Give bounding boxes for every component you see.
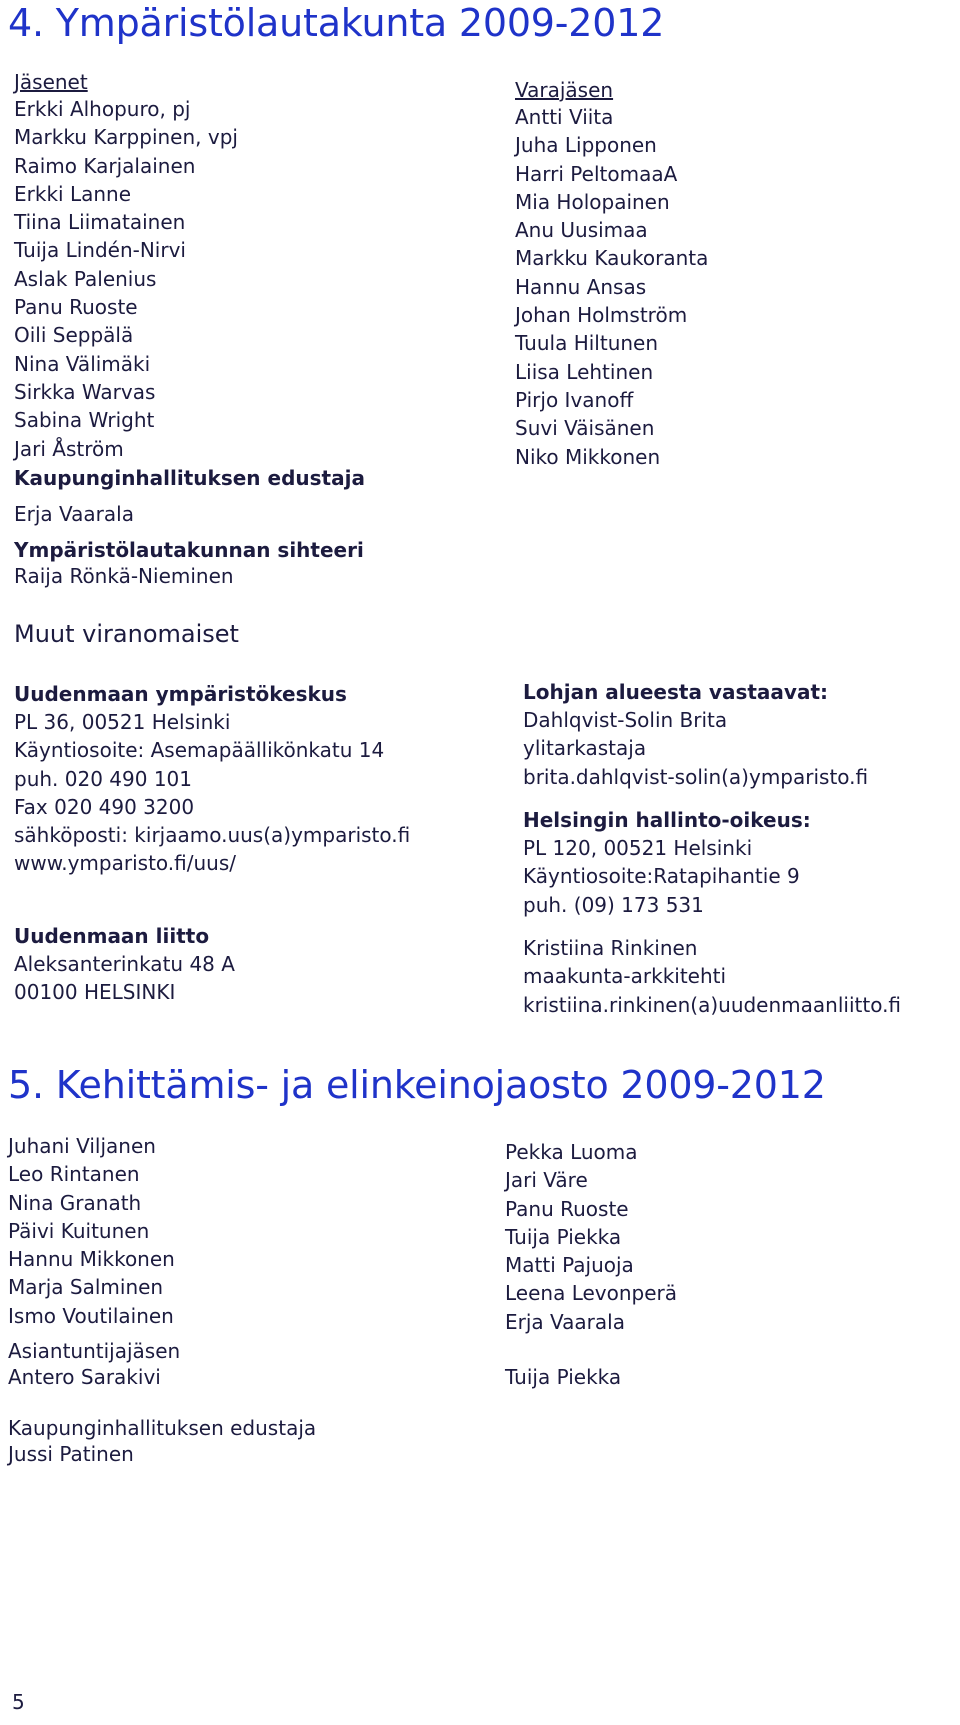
- list-item: Jari Åström: [14, 436, 124, 461]
- list-item: Oili Seppälä: [14, 323, 134, 348]
- list-item: Anu Uusimaa: [515, 218, 648, 243]
- deputies-list: [515, 103, 708, 471]
- list-item: Raimo Karjalainen: [14, 153, 196, 178]
- list-item: Tuija Piekka: [505, 1224, 622, 1249]
- list-item: Panu Ruoste: [14, 295, 138, 320]
- court-heading: Helsingin hallinto-oikeus:: [523, 808, 811, 832]
- list-item: Tiina Liimatainen: [14, 210, 186, 235]
- region-contact-lines: [523, 934, 901, 1019]
- list-item: maakunta-arkkitehti: [523, 964, 727, 989]
- region-contact-block: [523, 934, 901, 1019]
- ely-heading: Uudenmaan ympäristökeskus: [14, 682, 347, 706]
- list-item: Nina Välimäki: [14, 351, 151, 376]
- list-item: Aleksanterinkatu 48 A: [14, 952, 235, 976]
- city-board-rep-heading: Kaupunginhallituksen edustaja: [14, 466, 365, 490]
- list-item: Marja Salminen: [8, 1275, 164, 1300]
- list-item: www.ymparisto.fi/uus/: [14, 851, 236, 876]
- members-heading: Jäsenet: [14, 70, 88, 94]
- section5-title: 5. Kehittämis- ja elinkeinojaosto 2009-2012: [8, 1063, 826, 1107]
- section4-title: 4. Ympäristölautakunta 2009-2012: [8, 1, 665, 45]
- list-item: Erkki Alhopuro, pj: [14, 97, 191, 121]
- list-item: Markku Kaukoranta: [515, 246, 709, 271]
- list-item: Markku Karppinen, vpj: [14, 125, 238, 150]
- ely-centre-block: [14, 680, 410, 878]
- expert-name: Antero Sarakivi: [8, 1365, 161, 1389]
- list-item: Hannu Ansas: [515, 274, 647, 299]
- list-item: Tuija Lindén-Nirvi: [14, 238, 186, 263]
- list-item: 00100 HELSINKI: [14, 980, 176, 1005]
- section5-right-column: [505, 1138, 677, 1336]
- list-item: Hannu Mikkonen: [8, 1247, 175, 1272]
- list-item: Juha Lipponen: [515, 133, 657, 158]
- list-item: Suvi Väisänen: [515, 416, 655, 441]
- section5-city-board-rep-name: Jussi Patinen: [8, 1442, 134, 1466]
- expert-heading: Asiantuntijajäsen: [8, 1339, 181, 1363]
- court-lines: [523, 834, 811, 919]
- lohja-lines: [523, 706, 868, 791]
- list-item: PL 36, 00521 Helsinki: [14, 710, 231, 734]
- list-item: Pekka Luoma: [505, 1140, 638, 1164]
- deputies-heading: Varajäsen: [515, 78, 614, 102]
- region-council-heading: Uudenmaan liitto: [14, 924, 210, 948]
- section5-left-column: [8, 1132, 175, 1330]
- list-item: Kristiina Rinkinen: [523, 936, 698, 960]
- list-item: Dahlqvist-Solin Brita: [523, 708, 728, 732]
- ely-lines: [14, 708, 410, 878]
- list-item: sähköposti: kirjaamo.uus(a)ymparisto.fi: [14, 823, 411, 848]
- list-item: Niko Mikkonen: [515, 444, 661, 469]
- section5-city-board-rep-heading: Kaupunginhallituksen edustaja: [8, 1416, 317, 1440]
- list-item: Jari Väre: [505, 1168, 588, 1193]
- list-item: PL 120, 00521 Helsinki: [523, 836, 753, 860]
- list-item: Käyntiosoite: Asemapäällikönkatu 14: [14, 738, 385, 763]
- list-item: Ismo Voutilainen: [8, 1303, 174, 1328]
- list-item: Juhani Viljanen: [8, 1134, 156, 1158]
- city-board-rep-name: Erja Vaarala: [14, 502, 134, 526]
- region-council-lines: [14, 950, 235, 1007]
- section5-members-left: [8, 1132, 175, 1330]
- section5-members-right: [505, 1138, 677, 1336]
- list-item: Antti Viita: [515, 105, 614, 129]
- list-item: Käyntiosoite:Ratapihantie 9: [523, 864, 800, 889]
- list-item: Pirjo Ivanoff: [515, 387, 634, 412]
- list-item: Sirkka Warvas: [14, 379, 156, 404]
- list-item: Liisa Lehtinen: [515, 359, 654, 384]
- expert-deputy-name: Tuija Piekka: [505, 1365, 622, 1389]
- list-item: Tuula Hiltunen: [515, 331, 659, 356]
- list-item: Erja Vaarala: [505, 1309, 625, 1334]
- list-item: puh. (09) 173 531: [523, 892, 704, 917]
- list-item: Aslak Palenius: [14, 266, 157, 291]
- list-item: Leo Rintanen: [8, 1162, 140, 1187]
- deputies-column: [515, 76, 708, 471]
- page-number: 5: [12, 1690, 25, 1714]
- list-item: Harri PeltomaaA: [515, 161, 678, 186]
- secretary-name: Raija Rönkä-Nieminen: [14, 564, 234, 588]
- list-item: Panu Ruoste: [505, 1196, 629, 1221]
- lohja-heading: Lohjan alueesta vastaavat:: [523, 680, 828, 704]
- members-list: [14, 95, 238, 463]
- list-item: Sabina Wright: [14, 408, 155, 433]
- list-item: kristiina.rinkinen(a)uudenmaanliitto.fi: [523, 992, 902, 1017]
- list-item: Johan Holmström: [515, 303, 688, 328]
- list-item: Nina Granath: [8, 1190, 142, 1215]
- secretary-heading: Ympäristölautakunnan sihteeri: [14, 538, 364, 562]
- court-block: [523, 806, 811, 919]
- list-item: Leena Levonperä: [505, 1281, 678, 1306]
- lohja-block: [523, 678, 868, 791]
- list-item: Päivi Kuitunen: [8, 1218, 150, 1243]
- list-item: Matti Pajuoja: [505, 1253, 634, 1278]
- members-column: [14, 68, 238, 463]
- list-item: puh. 020 490 101: [14, 766, 192, 791]
- list-item: Erkki Lanne: [14, 181, 131, 206]
- list-item: Mia Holopainen: [515, 189, 670, 214]
- region-council-block: [14, 922, 235, 1007]
- list-item: Fax 020 490 3200: [14, 794, 195, 819]
- other-authorities-heading: Muut viranomaiset: [14, 620, 239, 648]
- list-item: brita.dahlqvist-solin(a)ymparisto.fi: [523, 764, 869, 789]
- list-item: ylitarkastaja: [523, 736, 647, 761]
